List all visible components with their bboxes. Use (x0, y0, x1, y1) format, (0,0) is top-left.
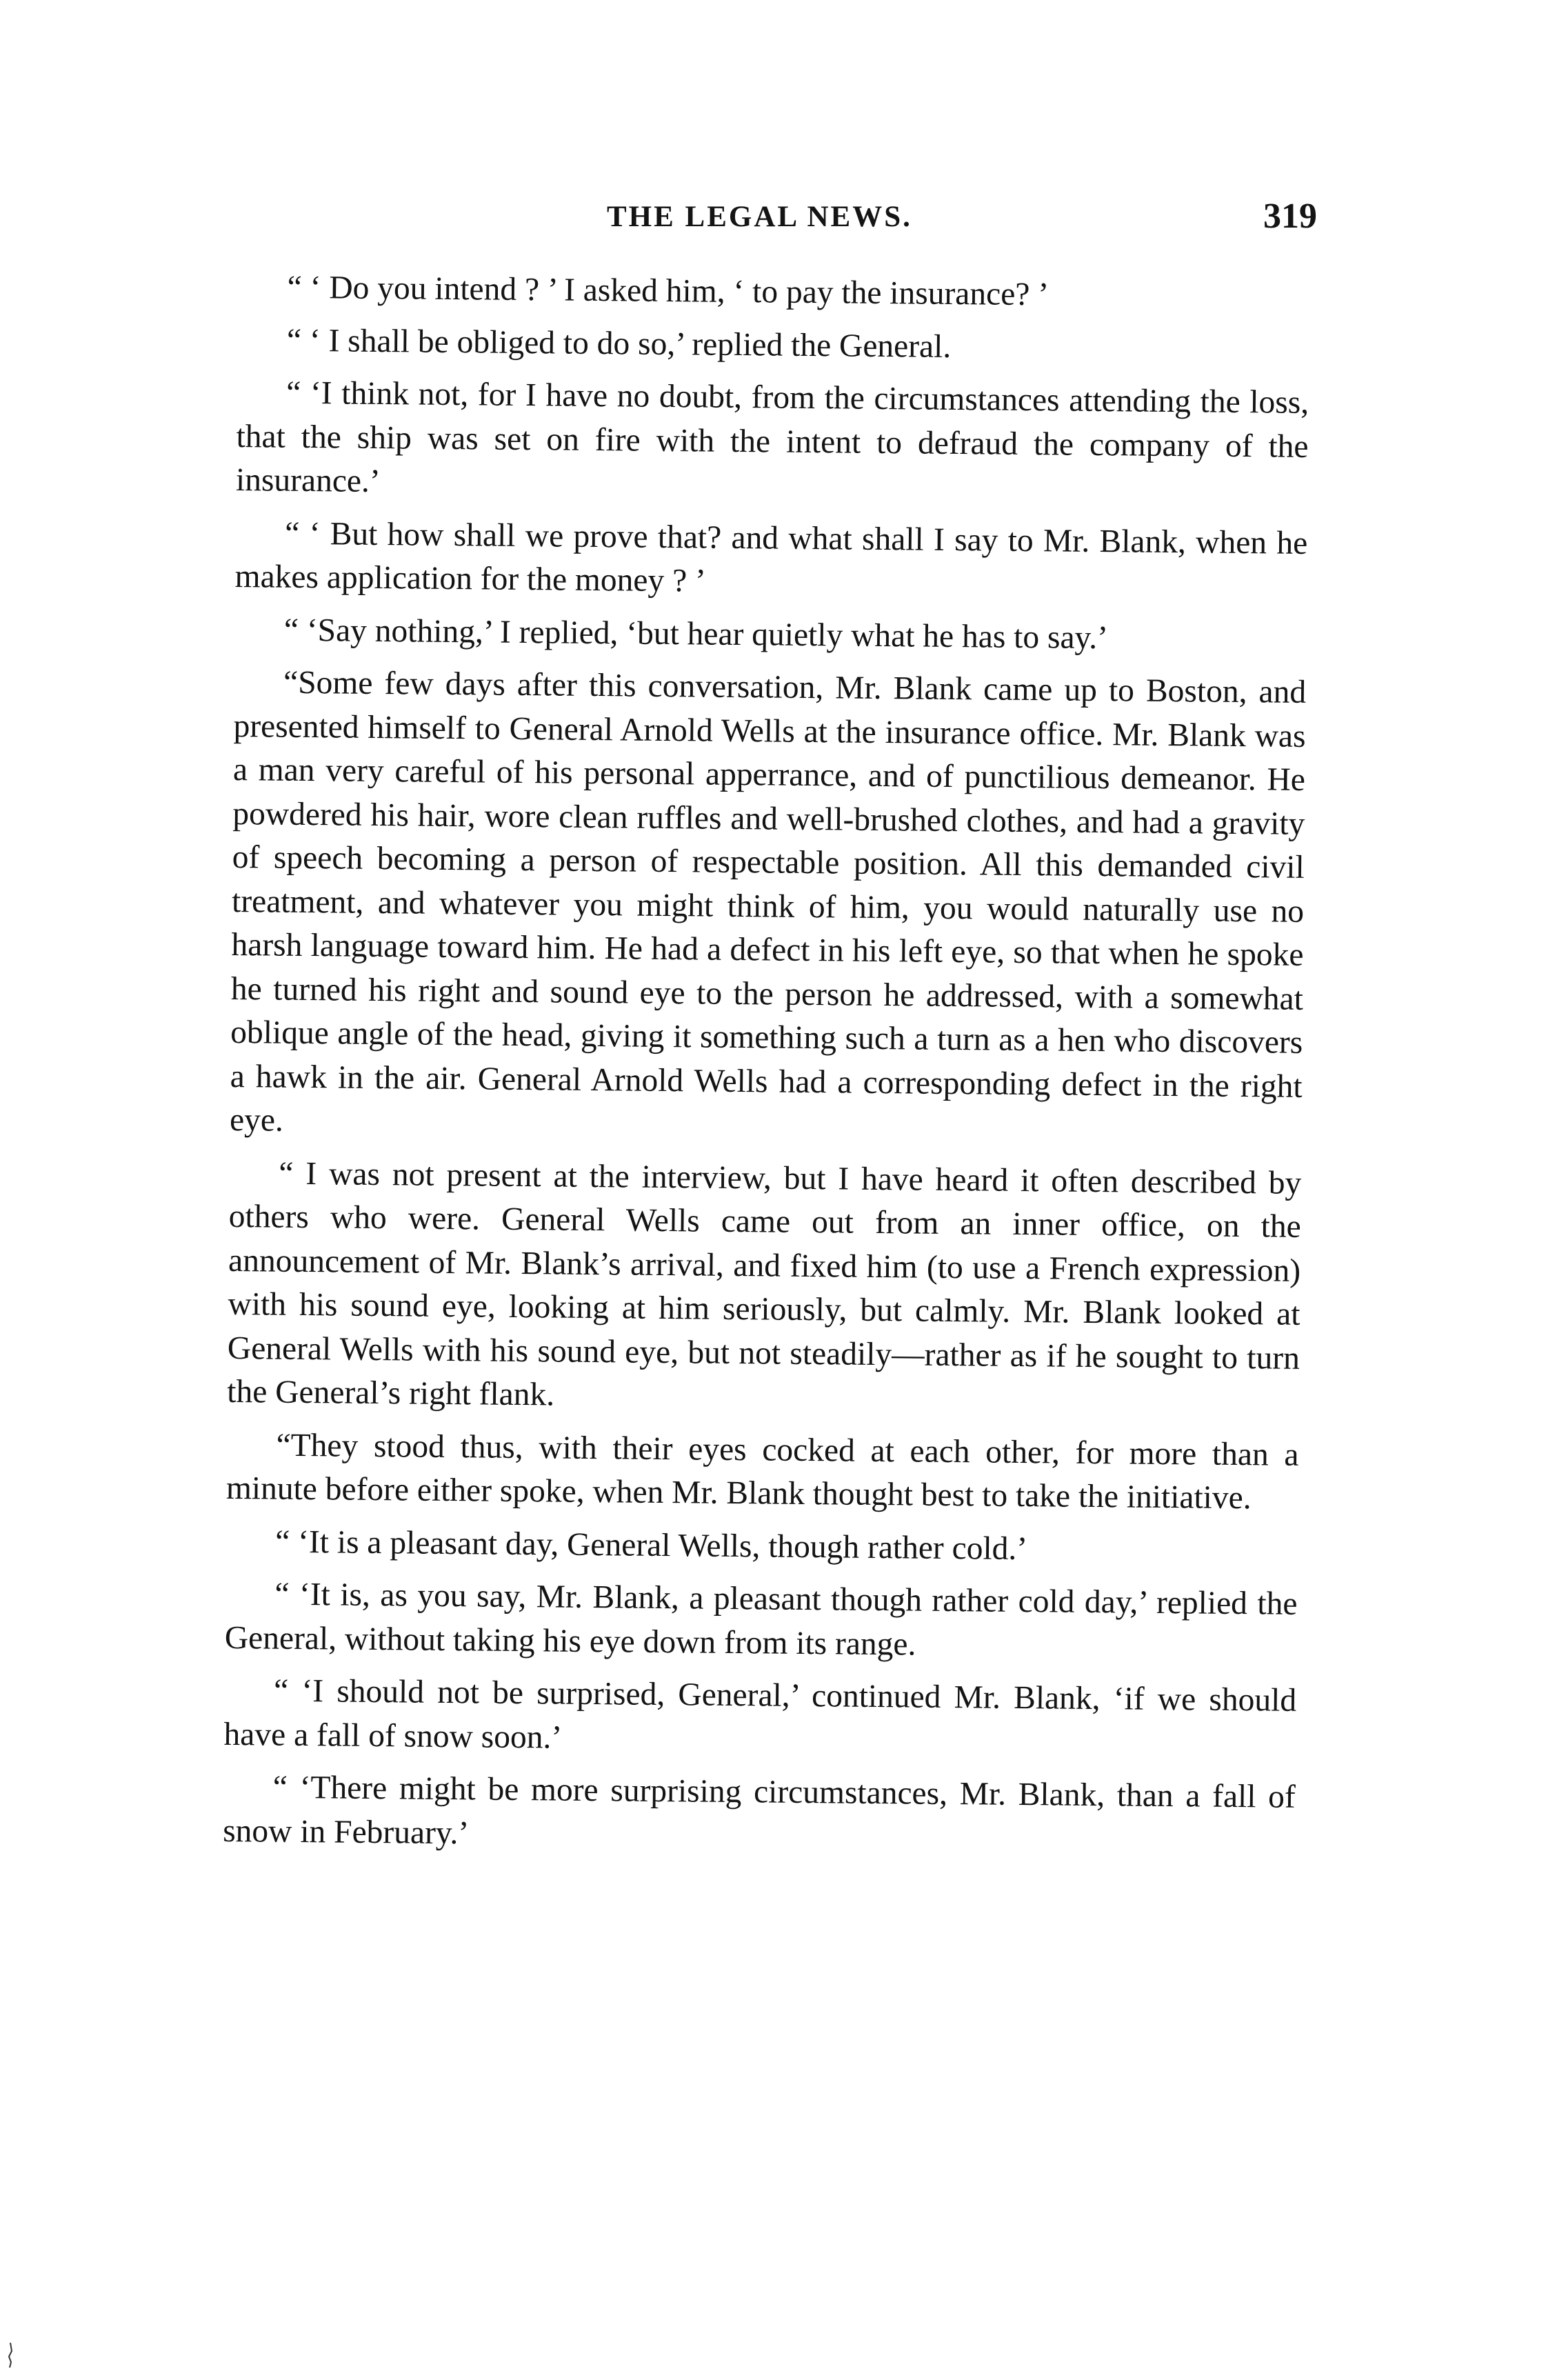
paragraph: “ ‘Say nothing,’ I replied, ‘but hear quietly what he has to say.’ (283, 612, 1109, 656)
paragraph: “ ‘It is, as you say, Mr. Blank, a pleasant though rather cold day,’ replied the General, without taking his eye down from its range. (224, 1576, 1298, 1663)
page-edge-mark (6, 2341, 15, 2369)
paragraph: “Some few days after this conversation, Mr. Blank came up to Boston, and presented himself to General Arnold Wells at the insurance office. Mr. Blank was a man very careful of his personal apperrance, and of punctilious demeanor. He powdered his hair, wore clean ruffles and well-brushed clothes, and had a gravity of speech becoming a person of respectable position. All this demanded civil treatment, and whatever you might think of him, you would naturally use no harsh language toward him. He had a defect in his left eye, so that when he spoke he turned his right and sound eye to the person he addressed, with a somewhat oblique angle of the head, giving it something such a turn as a hen who discovers a hawk in the air. General Arnold Wells had a corresponding defect in the right eye. (229, 664, 1307, 1139)
paragraph: “ ‘ But how shall we prove that? and what shall I say to Mr. Blank, when he makes application for the money ? ’ (234, 515, 1308, 599)
body-text (223, 266, 1310, 1872)
paragraph: “ ‘I should not be surprised, General,’ continued Mr. Blank, ‘if we should have a fall of snow soon.’ (223, 1672, 1297, 1756)
paragraph: “ I was not present at the interview, but I have heard it often described by others who were. General Wells came out from an inner office, on the announcement of Mr. Blank’s arrival, and fixed him (to use a French expression) with his sound eye, looking at him seriously, but calmly. Mr. Blank looked at General Wells with his sound eye, but not steadily—rather as if he sought to turn the General’s right flank. (227, 1155, 1302, 1413)
paragraph: “They stood thus, with their eyes cocked at each other, for more than a minute before either spoke, when Mr. Blank thought best to take the initiative. (225, 1427, 1299, 1517)
paragraph: “ ‘There might be more surprising circumstances, Mr. Blank, than a fall of snow in February.’ (222, 1769, 1296, 1851)
paragraph: “ ‘I think not, for I have no doubt, from the circumstances attending the loss, that the ship was set on fire with the intent to defraud the company of the insurance.’ (235, 374, 1309, 499)
paragraph: “ ‘ I shall be obliged to do so,’ replied the General. (286, 322, 952, 365)
paragraph: “ ‘It is a pleasant day, General Wells, though rather cold.’ (274, 1523, 1028, 1567)
paragraph: “ ‘ Do you intend ? ’ I asked him, ‘ to pay the insurance? ’ (287, 269, 1049, 313)
page-header (607, 197, 1317, 248)
running-title: THE LEGAL NEWS. (607, 201, 912, 233)
page-number: 319 (1263, 197, 1317, 236)
